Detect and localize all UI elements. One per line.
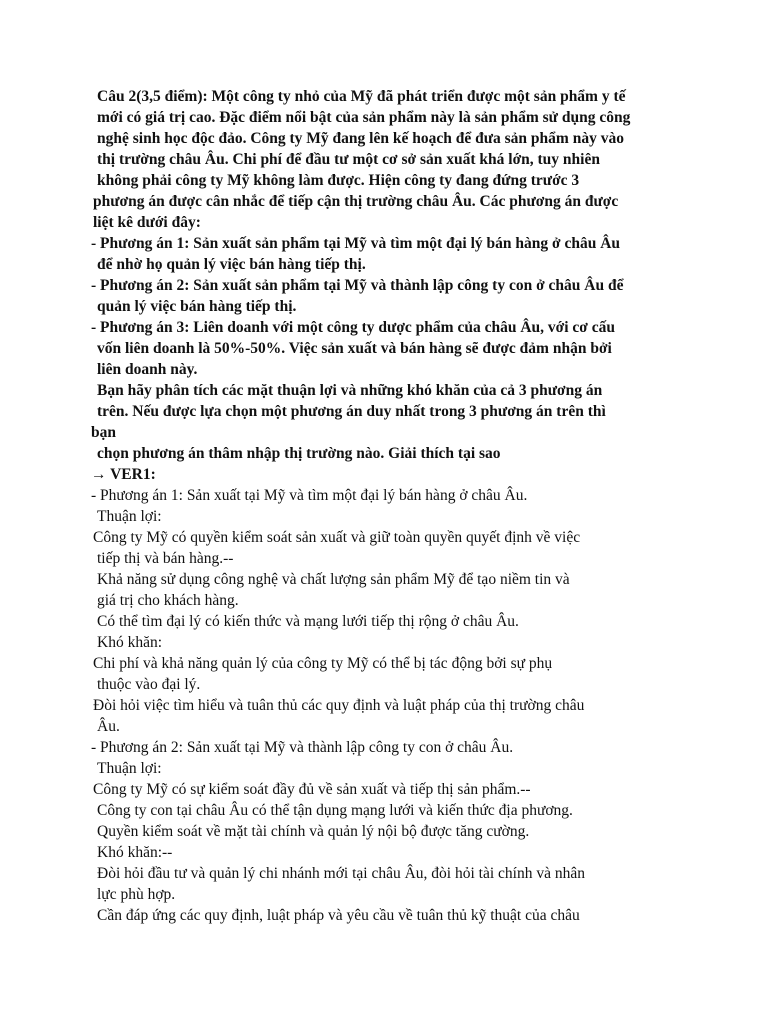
answer-line: thuộc vào đại lý.	[97, 676, 201, 693]
answer-line: Công ty con tại châu Âu có thể tận dụng mạng lưới và kiến thức địa phương.	[97, 802, 573, 819]
question-line: - Phương án 3: Liên doanh với một công ty dược phẩm của châu Âu, với cơ cấu	[91, 319, 615, 336]
answer-line: Khả năng sử dụng công nghệ và chất lượng sản phẩm Mỹ để tạo niềm tin và	[97, 571, 570, 588]
question-line: liệt kê dưới đây:	[93, 214, 201, 231]
answer-line: Thuận lợi:	[97, 508, 162, 525]
question-line: - Phương án 2: Sản xuất sản phẩm tại Mỹ và thành lập công ty con ở châu Âu để	[91, 277, 624, 294]
question-line: vốn liên doanh là 50%-50%. Việc sản xuất và bán hàng sẽ được đảm nhận bởi	[97, 340, 612, 357]
answer-line: Cần đáp ứng các quy định, luật pháp và yêu cầu về tuân thủ kỹ thuật của châu	[97, 907, 580, 924]
answer-line: Thuận lợi:	[97, 760, 162, 777]
section-heading: → VER1:	[91, 466, 156, 483]
question-line: nghệ sinh học độc đảo. Công ty Mỹ đang lên kế hoạch để đưa sản phẩm này vào	[97, 130, 624, 147]
answer-line: Quyền kiểm soát về mặt tài chính và quản lý nội bộ được tăng cường.	[97, 823, 530, 840]
question-line: mới có giá trị cao. Đặc điểm nổi bật của sản phẩm này là sản phẩm sử dụng công	[97, 109, 631, 126]
question-line: chọn phương án thâm nhập thị trường nào. Giải thích tại sao	[97, 445, 501, 462]
answer-line: giá trị cho khách hàng.	[97, 592, 239, 609]
question-line: - Phương án 1: Sản xuất sản phẩm tại Mỹ và tìm một đại lý bán hàng ở châu Âu	[91, 235, 621, 252]
answer-line: Đòi hỏi đầu tư và quản lý chi nhánh mới tại châu Âu, đòi hỏi tài chính và nhân	[97, 865, 585, 882]
answer-line: tiếp thị và bán hàng.--	[97, 550, 234, 567]
question-line: quản lý việc bán hàng tiếp thị.	[97, 298, 297, 315]
question-line: trên. Nếu được lựa chọn một phương án duy nhất trong 3 phương án trên thì	[97, 403, 606, 420]
question-line: bạn	[91, 424, 116, 441]
answer-line: - Phương án 1: Sản xuất tại Mỹ và tìm một đại lý bán hàng ở châu Âu.	[91, 487, 528, 504]
answer-line: Có thể tìm đại lý có kiến thức và mạng lưới tiếp thị rộng ở châu Âu.	[97, 613, 519, 630]
question-line: để nhờ họ quản lý việc bán hàng tiếp thị.	[97, 256, 366, 273]
answer-line: Khó khăn:	[97, 634, 163, 651]
answer-line: Đòi hỏi việc tìm hiểu và tuân thủ các quy định và luật pháp của thị trường châu	[93, 697, 585, 714]
answer-line: lực phù hợp.	[97, 886, 176, 903]
question-line: Câu 2(3,5 điểm): Một công ty nhỏ của Mỹ đã phát triển được một sản phẩm y tế	[97, 88, 626, 105]
question-line: phương án được cân nhắc để tiếp cận thị trường châu Âu. Các phương án được	[93, 193, 619, 210]
question-line: liên doanh này.	[97, 361, 198, 378]
question-line: Bạn hãy phân tích các mặt thuận lợi và những khó khăn của cả 3 phương án	[97, 382, 603, 399]
answer-line: Khó khăn:--	[97, 844, 173, 861]
answer-line: Âu.	[97, 718, 120, 735]
question-line: không phải công ty Mỹ không làm được. Hiện công ty đang đứng trước 3	[97, 172, 580, 189]
answer-line: Chi phí và khả năng quản lý của công ty Mỹ có thể bị tác động bởi sự phụ	[93, 655, 553, 672]
question-line: thị trường châu Âu. Chi phí để đầu tư một cơ sở sản xuất khá lớn, tuy nhiên	[97, 151, 600, 168]
answer-line: Công ty Mỹ có quyền kiểm soát sản xuất và giữ toàn quyền quyết định về việc	[93, 529, 581, 546]
answer-line: - Phương án 2: Sản xuất tại Mỹ và thành lập công ty con ở châu Âu.	[91, 739, 514, 756]
answer-line: Công ty Mỹ có sự kiểm soát đầy đủ về sản xuất và tiếp thị sản phẩm.--	[93, 781, 531, 798]
